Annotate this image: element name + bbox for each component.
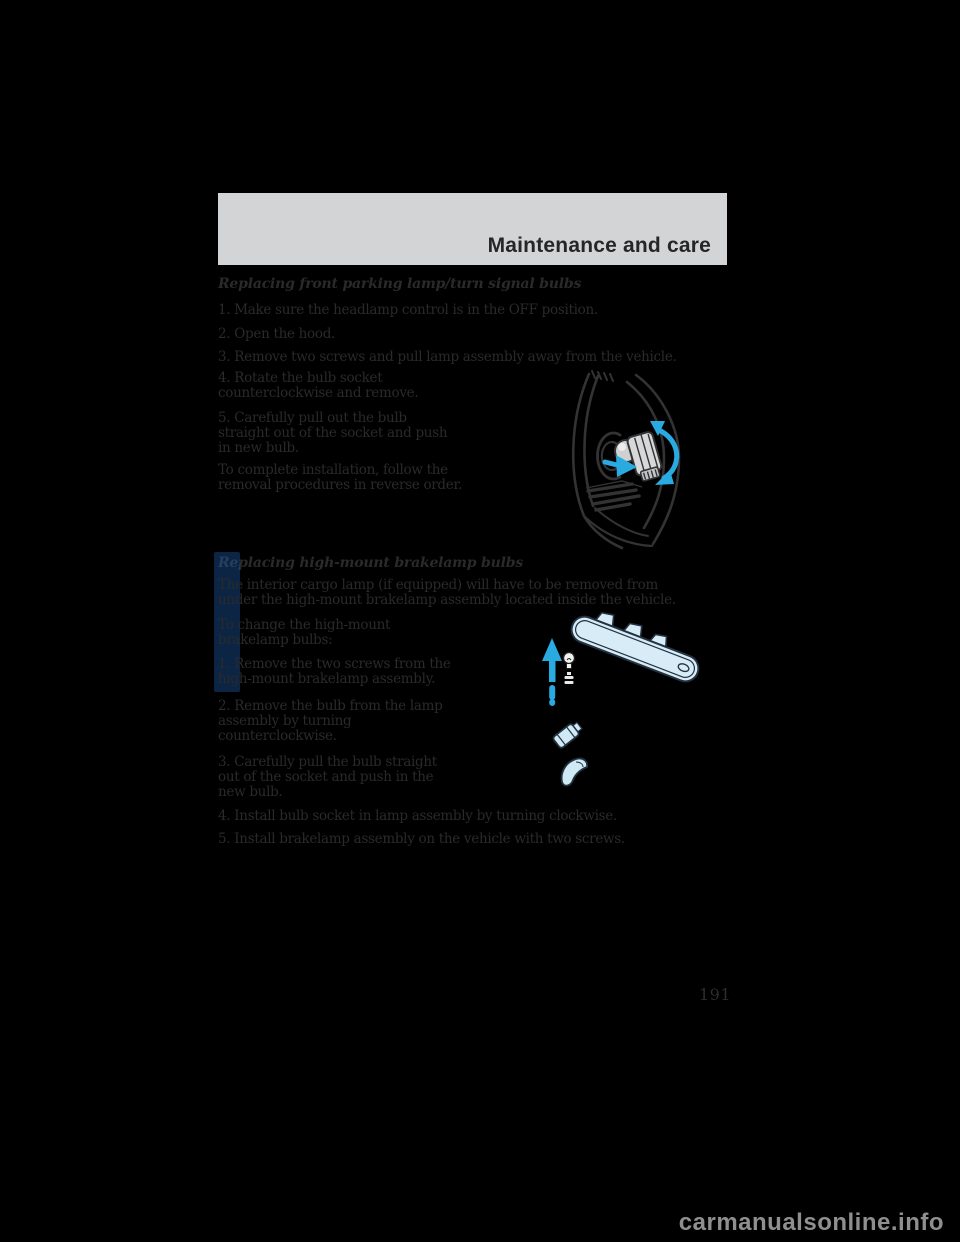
note-paragraph: To complete installation, follow the removal procedures in reverse order. — [218, 462, 463, 493]
step-item: 1. Make sure the headlamp control is in the OFF position. — [218, 302, 598, 318]
page-number: 191 — [699, 985, 732, 1004]
step-item: 5. Install brakelamp assembly on the vehicle with two screws. — [218, 831, 625, 847]
socket-piece-graphic — [552, 720, 583, 749]
up-arrow-icon — [542, 638, 562, 703]
brakelamp-bar-graphic — [568, 604, 705, 685]
lead-in-paragraph: To change the high-mount brakelamp bulbs: — [218, 617, 391, 648]
step-item: 3. Carefully pull the bulb straight out of the socket and push in the new bulb. — [218, 754, 437, 800]
chapter-title: Maintenance and care — [487, 234, 711, 257]
step-item: 2. Remove the bulb from the lamp assembly by turning counterclockwise. — [218, 698, 443, 744]
bulb-socket-graphic — [615, 431, 664, 482]
section-heading-parking-lamp: Replacing front parking lamp/turn signal bulbs — [218, 276, 582, 292]
bulb-icon — [564, 653, 575, 669]
high-mount-brakelamp-assembly-illustration — [540, 604, 705, 716]
headlamp-socket-rotation-illustration — [560, 358, 705, 553]
bulb-piece-graphic — [562, 758, 588, 785]
step-item: 4. Install bulb socket in lamp assembly by turning clockwise. — [218, 808, 617, 824]
step-item: 3. Remove two screws and pull lamp assembly away from the vehicle. — [218, 349, 677, 365]
bulb-and-socket-illustration — [538, 718, 623, 808]
step-item: 1. Remove the two screws from the high-mount brakelamp assembly. — [218, 656, 451, 687]
step-item: 4. Rotate the bulb socket counterclockwise and remove. — [218, 370, 419, 401]
watermark: carmanualsonline.info — [678, 1209, 944, 1236]
section-heading-brakelamp: Replacing high-mount brakelamp bulbs — [218, 555, 523, 571]
step-item: 2. Open the hood. — [218, 326, 336, 342]
step-item: 5. Carefully pull out the bulb straight out of the socket and push in new bulb. — [218, 410, 448, 456]
socket-icon — [565, 672, 574, 684]
intro-paragraph: The interior cargo lamp (if equipped) will have to be removed from under the high-mount brakelamp assembly located inside the vehicle. — [218, 577, 676, 608]
chapter-header-bar — [218, 193, 727, 265]
